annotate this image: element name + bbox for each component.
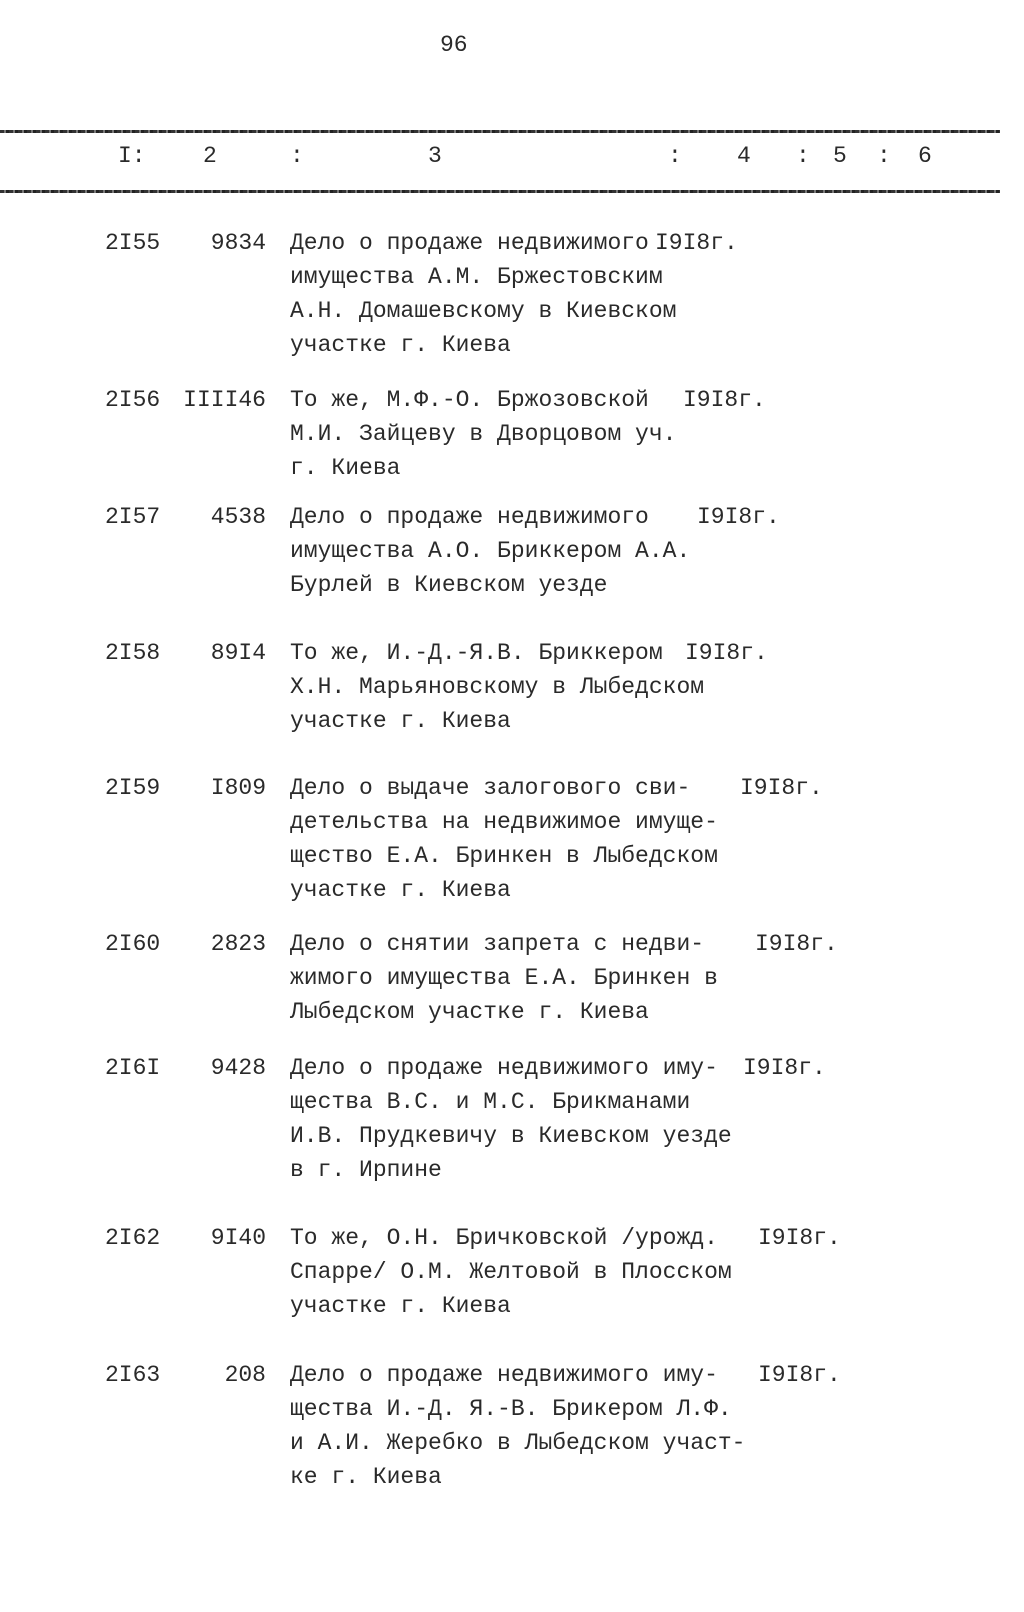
entry-year: I9I8г. [685,640,768,666]
entry-description [290,1221,732,1323]
description-line: То же, О.Н. Бричковской /урожд. [290,1225,718,1251]
description-line: имущества А.М. Бржестовским [290,264,663,290]
entry-number: 2I62 [105,1225,161,1251]
description-line: щество Е.А. Бринкен в Лыбедском [290,843,718,869]
description-line: в г. Ирпине [290,1157,442,1183]
file-number: 89I4 [210,640,266,666]
description-line: А.Н. Домашевскому в Киевском [290,298,677,324]
description-line: участке г. Киева [290,708,511,734]
entry-description [290,500,690,602]
description-line: Дело о продаже недвижимого [290,504,649,530]
entry-year: I9I8г. [758,1225,841,1251]
description-line: Дело о продаже недвижимого иму- [290,1362,718,1388]
entry-number: 2I59 [105,775,161,801]
description-line: имущества А.О. Бриккером А.А. [290,538,691,564]
entry-description [290,771,718,907]
description-line: Дело о снятии запрета с недви- [290,931,705,957]
column-1-header: I: [118,143,146,169]
column-separator: : [668,143,682,169]
entry-number: 2I60 [105,931,161,957]
entry-number: 2I55 [105,230,161,256]
file-number: 2823 [210,931,266,957]
description-line: ке г. Киева [290,1464,442,1490]
entry-description [290,1358,745,1494]
column-4-header: 4 [737,143,751,169]
entry-year: I9I8г. [740,775,823,801]
description-line: Бурлей в Киевском уезде [290,572,608,598]
column-3-header: 3 [428,143,442,169]
entry-year: I9I8г. [655,230,738,256]
description-line: и А.И. Жеребко в Лыбедском участ- [290,1430,746,1456]
column-separator: : [290,143,304,169]
file-number: 9428 [210,1055,266,1081]
description-line: Дело о выдаче залогового сви- [290,775,691,801]
entry-description [290,636,704,738]
entry-year: I9I8г. [697,504,780,530]
header-top-rule [0,130,1000,133]
description-line: жимого имущества Е.А. Бринкен в [290,965,718,991]
description-line: Спарре/ О.М. Желтовой в Плосском [290,1259,732,1285]
entry-year: I9I8г. [743,1055,826,1081]
description-line: Лыбедском участке г. Киева [290,999,649,1025]
file-number: 9834 [210,230,266,256]
entry-description [290,383,676,485]
column-5-header: 5 [833,143,847,169]
description-line: детельства на недвижимое имуще- [290,809,718,835]
description-line: участке г. Киева [290,332,511,358]
description-line: То же, И.-Д.-Я.В. Бриккером [290,640,663,666]
entry-year: I9I8г. [755,931,838,957]
header-bottom-rule [0,190,1000,193]
description-line: щества И.-Д. Я.-В. Брикером Л.Ф. [290,1396,732,1422]
file-number: 208 [224,1362,266,1388]
entry-number: 2I56 [105,387,161,413]
entry-description [290,1051,732,1187]
entry-description [290,927,718,1029]
file-number: IIII46 [183,387,266,413]
column-separator: : [796,143,810,169]
entry-number: 2I6I [105,1055,161,1081]
entry-year: I9I8г. [758,1362,841,1388]
description-line: Х.Н. Марьяновскому в Лыбедском [290,674,705,700]
description-line: участке г. Киева [290,1293,511,1319]
entry-number: 2I57 [105,504,161,530]
entry-description [290,226,676,362]
description-line: М.И. Зайцеву в Дворцовом уч. [290,421,677,447]
description-line: Дело о продаже недвижимого иму- [290,1055,718,1081]
description-line: То же, М.Ф.-О. Бржозовской [290,387,649,413]
page-number: 96 [440,32,468,58]
description-line: щества В.С. и М.С. Брикманами [290,1089,691,1115]
entry-number: 2I63 [105,1362,161,1388]
column-6-header: 6 [918,143,932,169]
description-line: участке г. Киева [290,877,511,903]
column-separator: : [877,143,891,169]
file-number: 4538 [210,504,266,530]
description-line: И.В. Прудкевичу в Киевском уезде [290,1123,732,1149]
description-line: Дело о продаже недвижимого [290,230,649,256]
entry-year: I9I8г. [683,387,766,413]
entry-number: 2I58 [105,640,161,666]
column-2-header: 2 [203,143,217,169]
description-line: г. Киева [290,455,401,481]
file-number: 9I40 [210,1225,266,1251]
file-number: I809 [210,775,266,801]
